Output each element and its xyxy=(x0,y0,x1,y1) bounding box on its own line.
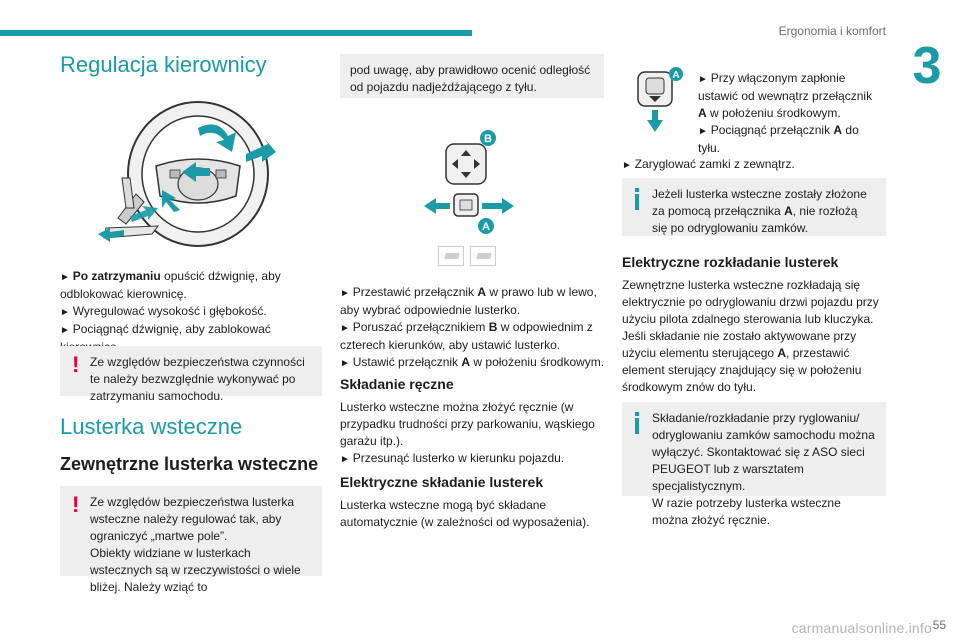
arrow-right-icon: ► xyxy=(340,454,353,465)
label-b: B xyxy=(484,133,492,145)
label-a: A xyxy=(482,221,490,233)
mirror-right-icon xyxy=(470,246,496,266)
warning-icon: ! xyxy=(72,352,80,377)
manual-fold-section xyxy=(340,376,608,468)
section-title: Ergonomia i komfort xyxy=(778,24,886,38)
fold-steps xyxy=(698,70,878,157)
page-number: 55 xyxy=(932,618,946,632)
mirror-step-1: ► Przestawić przełącznik A w prawo lub w lewo, aby wybrać odpowiednie lusterko. xyxy=(340,285,597,317)
manual-fold-title: Składanie ręczne xyxy=(340,376,454,392)
info-icon xyxy=(633,188,641,210)
manual-fold-step: ► Przesunąć lusterko w kierunku pojazdu. xyxy=(340,451,565,465)
unfold-text: Zewnętrzne lusterka wsteczne rozkładają się elektrycznie po odryglowaniu drzwi pojazdu przy użyciu pilota zdalnego sterowania lub kluczyka. Jeśli składanie nie zostało aktywowane przy użyciu elementu sterującego A, przestawić element sterujący znajdujący się w położeniu środkowym znów do tyłu. xyxy=(622,278,879,394)
arrow-right-icon: ► xyxy=(698,126,711,137)
warning-box-steering: ! Ze względów bezpieczeństwa czynności te należy bezwzględnie wykonywać po zatrzymaniu samochodu. xyxy=(60,346,322,396)
mirror-steps xyxy=(340,284,608,372)
steering-steps xyxy=(60,268,330,356)
arrow-right-icon: ► xyxy=(60,307,73,318)
arrow-right-icon: ► xyxy=(60,272,73,283)
header-accent-bar xyxy=(0,30,472,36)
arrow-right-icon: ► xyxy=(698,74,711,85)
arrow-right-icon: ► xyxy=(622,160,635,171)
electric-fold-section xyxy=(340,474,608,531)
ext-mirrors-title: Zewnętrzne lusterka wsteczne xyxy=(60,454,319,474)
warning-box-mirrors: ! Ze względów bezpieczeństwa lusterka wsteczne należy regulować tak, aby ograniczyć „martwe pole”. Obiekty widziane w lusterkach wstecznych są w rzeczywistości o wiele bliżej. Należy wziąć to xyxy=(60,486,322,576)
fold-step-2: ► Pociągnąć przełącznik A do tyłu. xyxy=(698,123,859,155)
mirror-step-3: ► Ustawić przełącznik A w położeniu środkowym. xyxy=(340,355,605,369)
mirror-left-icon xyxy=(438,246,464,266)
info-icon xyxy=(633,412,641,434)
mirror-step-2: ► Poruszać przełącznikiem B w odpowiednim z czterech kierunków, aby ustawić lusterko. xyxy=(340,320,593,352)
lock-step xyxy=(622,156,882,174)
left-column xyxy=(60,52,322,77)
watermark: carmanualsonline.info xyxy=(791,620,932,636)
steering-wheel-illustration xyxy=(96,98,276,250)
label-a-right: A xyxy=(672,70,680,81)
fold-step-1: ► Przy włączonym zapłonie ustawić od wewnątrz przełącznik A w położeniu środkowym. xyxy=(698,71,873,120)
mirrors-heading-wrap xyxy=(60,414,322,439)
steering-step-1: ► Po zatrzymaniu opuścić dźwignię, aby odblokować kierownicę. xyxy=(60,269,281,301)
steering-title: Regulacja kierownicy xyxy=(60,52,267,77)
chapter-number: 3 xyxy=(912,37,942,95)
fold-switch-illustration xyxy=(632,66,688,134)
arrow-right-icon: ► xyxy=(340,288,353,299)
warning-icon: ! xyxy=(72,492,80,517)
info-box-disable: Składanie/rozkładanie przy ryglowaniu/ odryglowaniu zamków samochodu można wyłączyć. Skontaktować się z ASO sieci PEUGEOT lub z warsztatem specjalistycznym. W razie potrzeby lusterka wsteczne można złożyć ręcznie. xyxy=(622,402,886,496)
electric-fold-text: Lusterka wsteczne mogą być składane automatycznie (w zależności od wyposażenia). xyxy=(340,498,590,529)
manual-fold-text: Lusterko wsteczne można złożyć ręcznie (w przypadku trudności przy parkowaniu, wąskiego garażu itp.). xyxy=(340,400,595,448)
electric-fold-title: Elektryczne składanie lusterek xyxy=(340,474,544,490)
warning-box-continued: pod uwagę, aby prawidłowo ocenić odległość od pojazdu nadjeżdżającego z tyłu. xyxy=(340,54,604,98)
ext-mirrors-heading-wrap xyxy=(60,456,330,473)
arrow-right-icon: ► xyxy=(60,325,73,336)
steering-step-3: ► Pociągnąć dźwignię, aby zablokować xyxy=(60,322,271,336)
info-box-fold: Jeżeli lusterka wsteczne zostały złożone za pomocą przełącznika A, nie rozłożą się po odryglowaniu zamków. xyxy=(622,178,886,236)
mirror-control-illustration xyxy=(420,126,520,238)
steering-step-2: ► Wyregulować wysokość i głębokość. xyxy=(60,304,267,318)
unfold-title: Elektryczne rozkładanie lusterek xyxy=(622,254,839,270)
unfold-section xyxy=(622,254,886,396)
mirrors-title: Lusterka wsteczne xyxy=(60,414,243,439)
arrow-right-icon: ► xyxy=(340,358,353,369)
fold-step-3: ► Zaryglować zamki z zewnątrz. xyxy=(622,157,795,171)
arrow-right-icon: ► xyxy=(340,323,353,334)
